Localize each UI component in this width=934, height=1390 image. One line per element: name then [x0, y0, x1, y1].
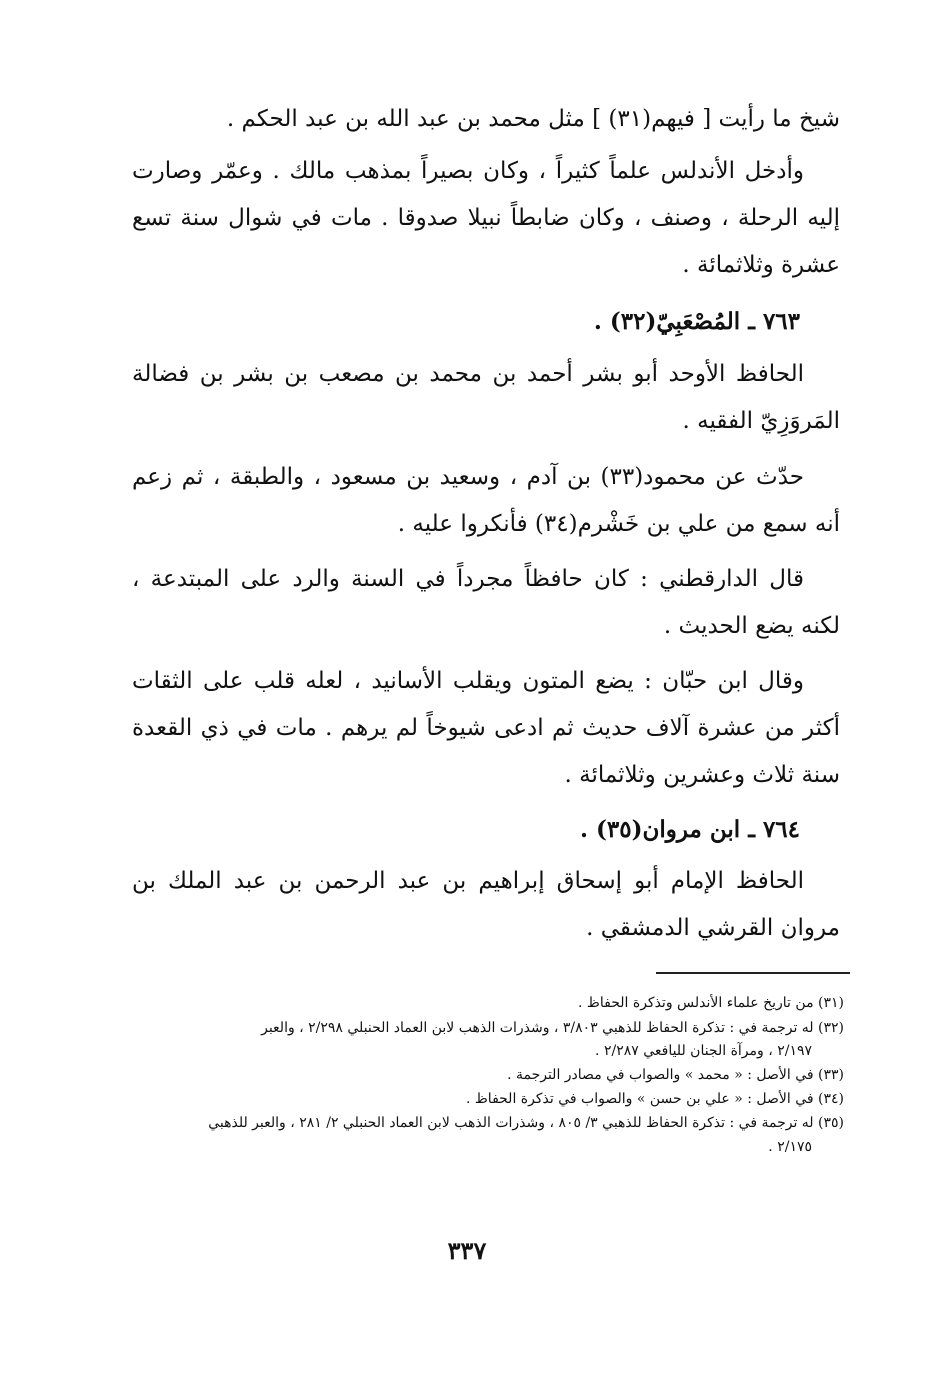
footnote-33: (٣٣) في الأصل : « محمد » والصواب في مصادر الترجمة . [507, 1067, 844, 1083]
paragraph-ibn-hibban: وقال ابن حبّان : يضع المتون ويقلب الأسانيد ، لعله قلب على الثقات أكثر من عشرة آلاف حديث ثم ادعى شيوخاً لم يرهم . مات في ذي القعدة سنة ثلاث وعشرين وثلاثمائة . [132, 668, 840, 788]
paragraph-763-narration: حدّث عن محمود(٣٣) بن آدم ، وسعيد بن مسعود ، والطبقة ، ثم زعم أنه سمع من علي بن خَشْرم(٣٤) فأنكروا عليه . [132, 464, 840, 537]
page-number: ٣٣٧ [447, 1236, 487, 1265]
footnote-35-continuation: ٢/١٧٥ . [768, 1139, 812, 1155]
paragraph-764-name: الحافظ الإمام أبو إسحاق إبراهيم بن عبد الرحمن بن عبد الملك بن مروان القرشي الدمشقي . [132, 868, 840, 941]
footnote-31: (٣١) من تاريخ علماء الأندلس وتذكرة الحفاظ . [578, 995, 844, 1011]
entry-heading-764: ٧٦٤ ـ ابن مروان(٣٥) . [579, 816, 800, 843]
footnote-35: (٣٥) له ترجمة في : تذكرة الحفاظ للذهبي ٣/ ٨٠٥ ، وشذرات الذهب لابن العماد الحنبلي ٢/ ٢٨١ ، والعبر للذهبي [208, 1115, 844, 1131]
paragraph-763-name: الحافظ الأوحد أبو بشر أحمد بن محمد بن مصعب بن بشر بن فضالة المَروَزِيّ الفقيه . [132, 361, 840, 434]
paragraph-daraqutni: قال الدارقطني : كان حافظاً مجرداً في السنة والرد على المبتدعة ، لكنه يضع الحديث . [132, 566, 840, 639]
footnote-34: (٣٤) في الأصل : « علي بن حسن » والصواب في تذكرة الحفاظ . [465, 1091, 844, 1107]
paragraph-andalus: وأدخل الأندلس علماً كثيراً ، وكان بصيراً بمذهب مالك . وعمّر وصارت إليه الرحلة ، وصنف ، وكان ضابطاً نبيلا صدوقا . مات في شوال سنة تسع عشرة وثلاثمائة . [132, 158, 840, 278]
paragraph-continuation: شيخ ما رأيت [ فيهم(٣١) ] مثل محمد بن عبد الله بن عبد الحكم . [226, 106, 840, 132]
footnote-divider [656, 972, 850, 974]
entry-heading-763: ٧٦٣ ـ المُصْعَبِيّ(٣٢) . [593, 308, 800, 335]
footnote-32-continuation: ٢/١٩٧ ، ومرآة الجنان لليافعي ٢/٢٨٧ . [595, 1043, 812, 1059]
footnote-32: (٣٢) له ترجمة في : تذكرة الحفاظ للذهبي ٣/٨٠٣ ، وشذرات الذهب لابن العماد الحنبلي ٢/٢٩٨ ، والعبر [261, 1020, 844, 1036]
